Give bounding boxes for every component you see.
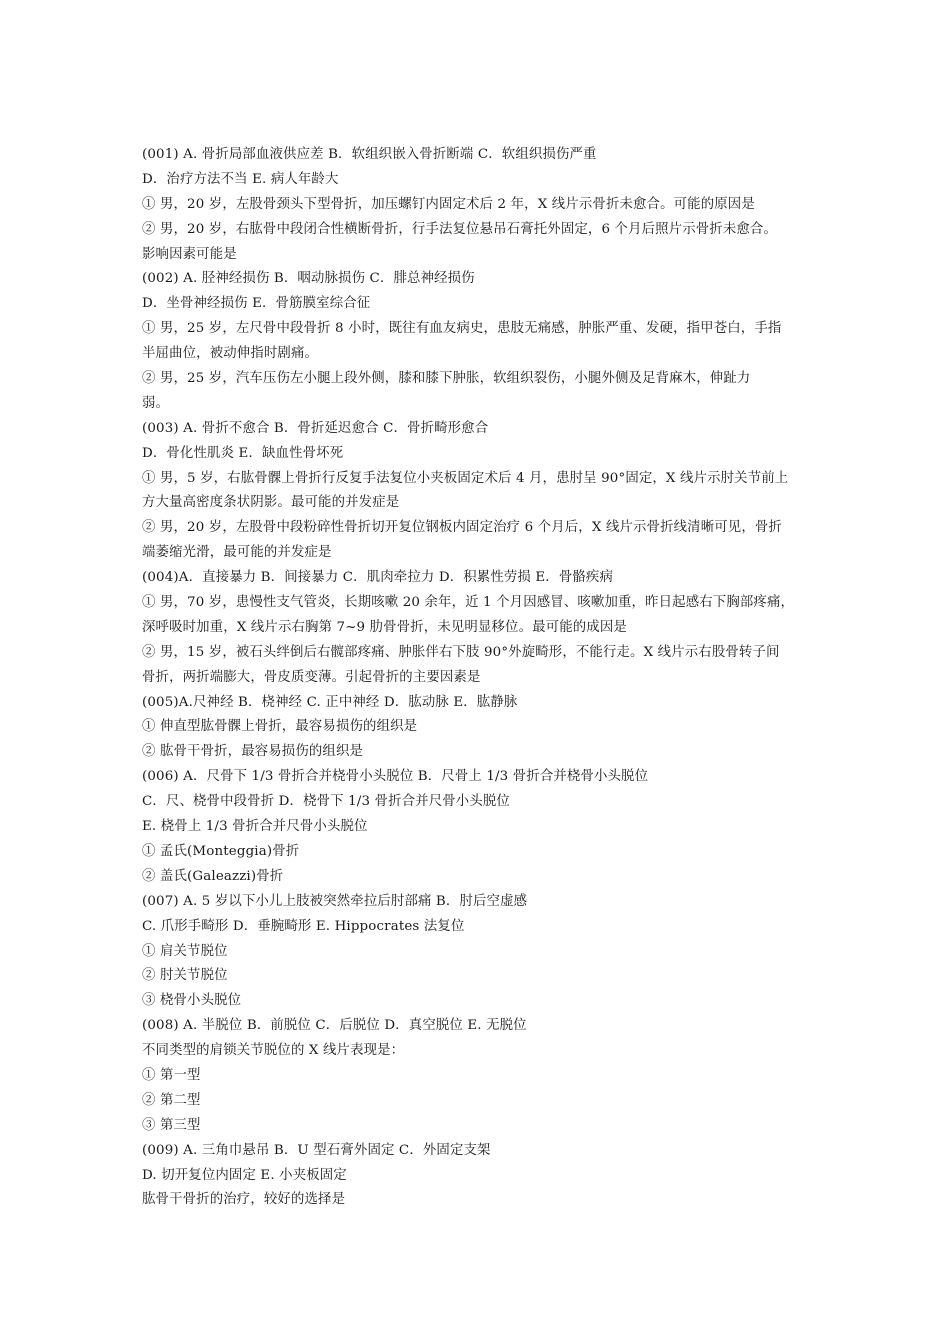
text-line: 深呼吸时加重，X 线片示右胸第 7~9 肋骨骨折，未见明显移位。最可能的成因是: [142, 619, 627, 635]
text-line: ② 肘关节脱位: [142, 968, 228, 984]
text-line: ② 肱骨干骨折，最容易损伤的组织是: [142, 744, 364, 760]
text-line: D．治疗方法不当 E. 病人年龄大: [142, 171, 339, 187]
text-line: ② 男，15 岁，被石头绊倒后右髋部疼痛、肿胀伴右下肢 90°外旋畸形，不能行走。X 线片示右股骨转子间: [142, 644, 780, 660]
text-line: 不同类型的肩锁关节脱位的 X 线片表现是：: [142, 1043, 405, 1059]
text-line: (004)A．直接暴力 B．间接暴力 C．肌肉牵拉力 D．积累性劳损 E．骨骼疾病: [142, 570, 613, 586]
text-line: ① 伸直型肱骨髁上骨折，最容易损伤的组织是: [142, 719, 418, 735]
text-line: E. 桡骨上 1/3 骨折合并尺骨小头脱位: [142, 819, 368, 835]
text-line: 骨折，两折端膨大，骨皮质变薄。引起骨折的主要因素是: [142, 669, 481, 685]
text-line: ② 盖氏(Galeazzi)骨折: [142, 868, 284, 884]
text-line: ① 男，5 岁，右肱骨髁上骨折行反复手法复位小夹板固定术后 4 月，患肘呈 90°固定，X 线片示肘关节前上: [142, 470, 789, 486]
text-line: 方大量高密度条状阴影。最可能的并发症是: [142, 495, 400, 511]
text-line: 端萎缩光滑，最可能的并发症是: [142, 545, 332, 561]
text-line: D．骨化性肌炎 E．缺血性骨坏死: [142, 445, 344, 461]
text-line: ② 男，20 岁，右肱骨中段闭合性横断骨折，行手法复位悬吊石膏托外固定，6 个月后照片示骨折未愈合。: [142, 221, 778, 237]
text-line: (002) A. 胫神经损伤 B．咽动脉损伤 C．腓总神经损伤: [142, 271, 475, 287]
text-line: (006) A．尺骨下 1/3 骨折合并桡骨小头脱位 B．尺骨上 1/3 骨折合并桡骨小头脱位: [142, 769, 649, 785]
text-line: ③ 第三型: [142, 1117, 201, 1133]
text-line: ① 男，70 岁，患慢性支气管炎，长期咳嗽 20 余年，近 1 个月因感冒、咳嗽加重，昨日起感右下胸部疼痛，: [142, 595, 795, 611]
text-line: (005)A.尺神经 B．桡神经 C. 正中神经 D．肱动脉 E．肱静脉: [142, 694, 518, 710]
text-line: ③ 桡骨小头脱位: [142, 993, 242, 1009]
text-line: ① 男，25 岁，左尺骨中段骨折 8 小时，既往有血友病史，患肢无痛感，肿胀严重、发硬，指甲苍白，手指: [142, 321, 782, 337]
text-line: (007) A. 5 岁以下小儿上肢被突然牵拉后肘部痛 B．肘后空虚感: [142, 893, 528, 909]
text-line: D. 切开复位内固定 E. 小夹板固定: [142, 1167, 347, 1183]
text-line: C. 爪形手畸形 D．垂腕畸形 E. Hippocrates 法复位: [142, 918, 465, 934]
text-line: ① 第一型: [142, 1067, 201, 1083]
text-line: 弱。: [142, 395, 170, 411]
text-line: 影响因素可能是: [142, 246, 237, 262]
text-line: (003) A. 骨折不愈合 B．骨折延迟愈合 C．骨折畸形愈合: [142, 420, 489, 436]
text-line: 半屈曲位，被动伸指时剧痛。: [142, 346, 319, 362]
text-line: ① 肩关节脱位: [142, 943, 228, 959]
text-line: ① 孟氏(Monteggia)骨折: [142, 843, 300, 859]
text-line: ① 男，20 岁，左股骨颈头下型骨折，加压螺钉内固定术后 2 年，X 线片示骨折未愈合。可能的原因是: [142, 196, 755, 212]
text-line: ② 男，25 岁，汽车压伤左小腿上段外侧，膝和膝下肿胀，软组织裂伤，小腿外侧及足背麻木，伸趾力: [142, 371, 751, 387]
text-line: ② 男，20 岁，左股骨中段粉碎性骨折切开复位钢板内固定治疗 6 个月后，X 线片示骨折线清晰可见，骨折: [142, 520, 782, 536]
text-line: (001) A. 骨折局部血液供应差 B．软组织嵌入骨折断端 C．软组织损伤严重: [142, 147, 597, 162]
document-body: [142, 143, 810, 1213]
text-line: (008) A. 半脱位 B．前脱位 C．后脱位 D．真空脱位 E. 无脱位: [142, 1018, 527, 1034]
text-line: C．尺、桡骨中段骨折 D．桡骨下 1/3 骨折合并尺骨小头脱位: [142, 794, 510, 810]
text-line: D．坐骨神经损伤 E．骨筋膜室综合征: [142, 296, 371, 312]
text-line: (009) A. 三角巾悬吊 B．U 型石膏外固定 C．外固定支架: [142, 1142, 491, 1158]
text-line: 肱骨干骨折的治疗，较好的选择是: [142, 1192, 346, 1208]
text-line: ② 第二型: [142, 1092, 201, 1108]
